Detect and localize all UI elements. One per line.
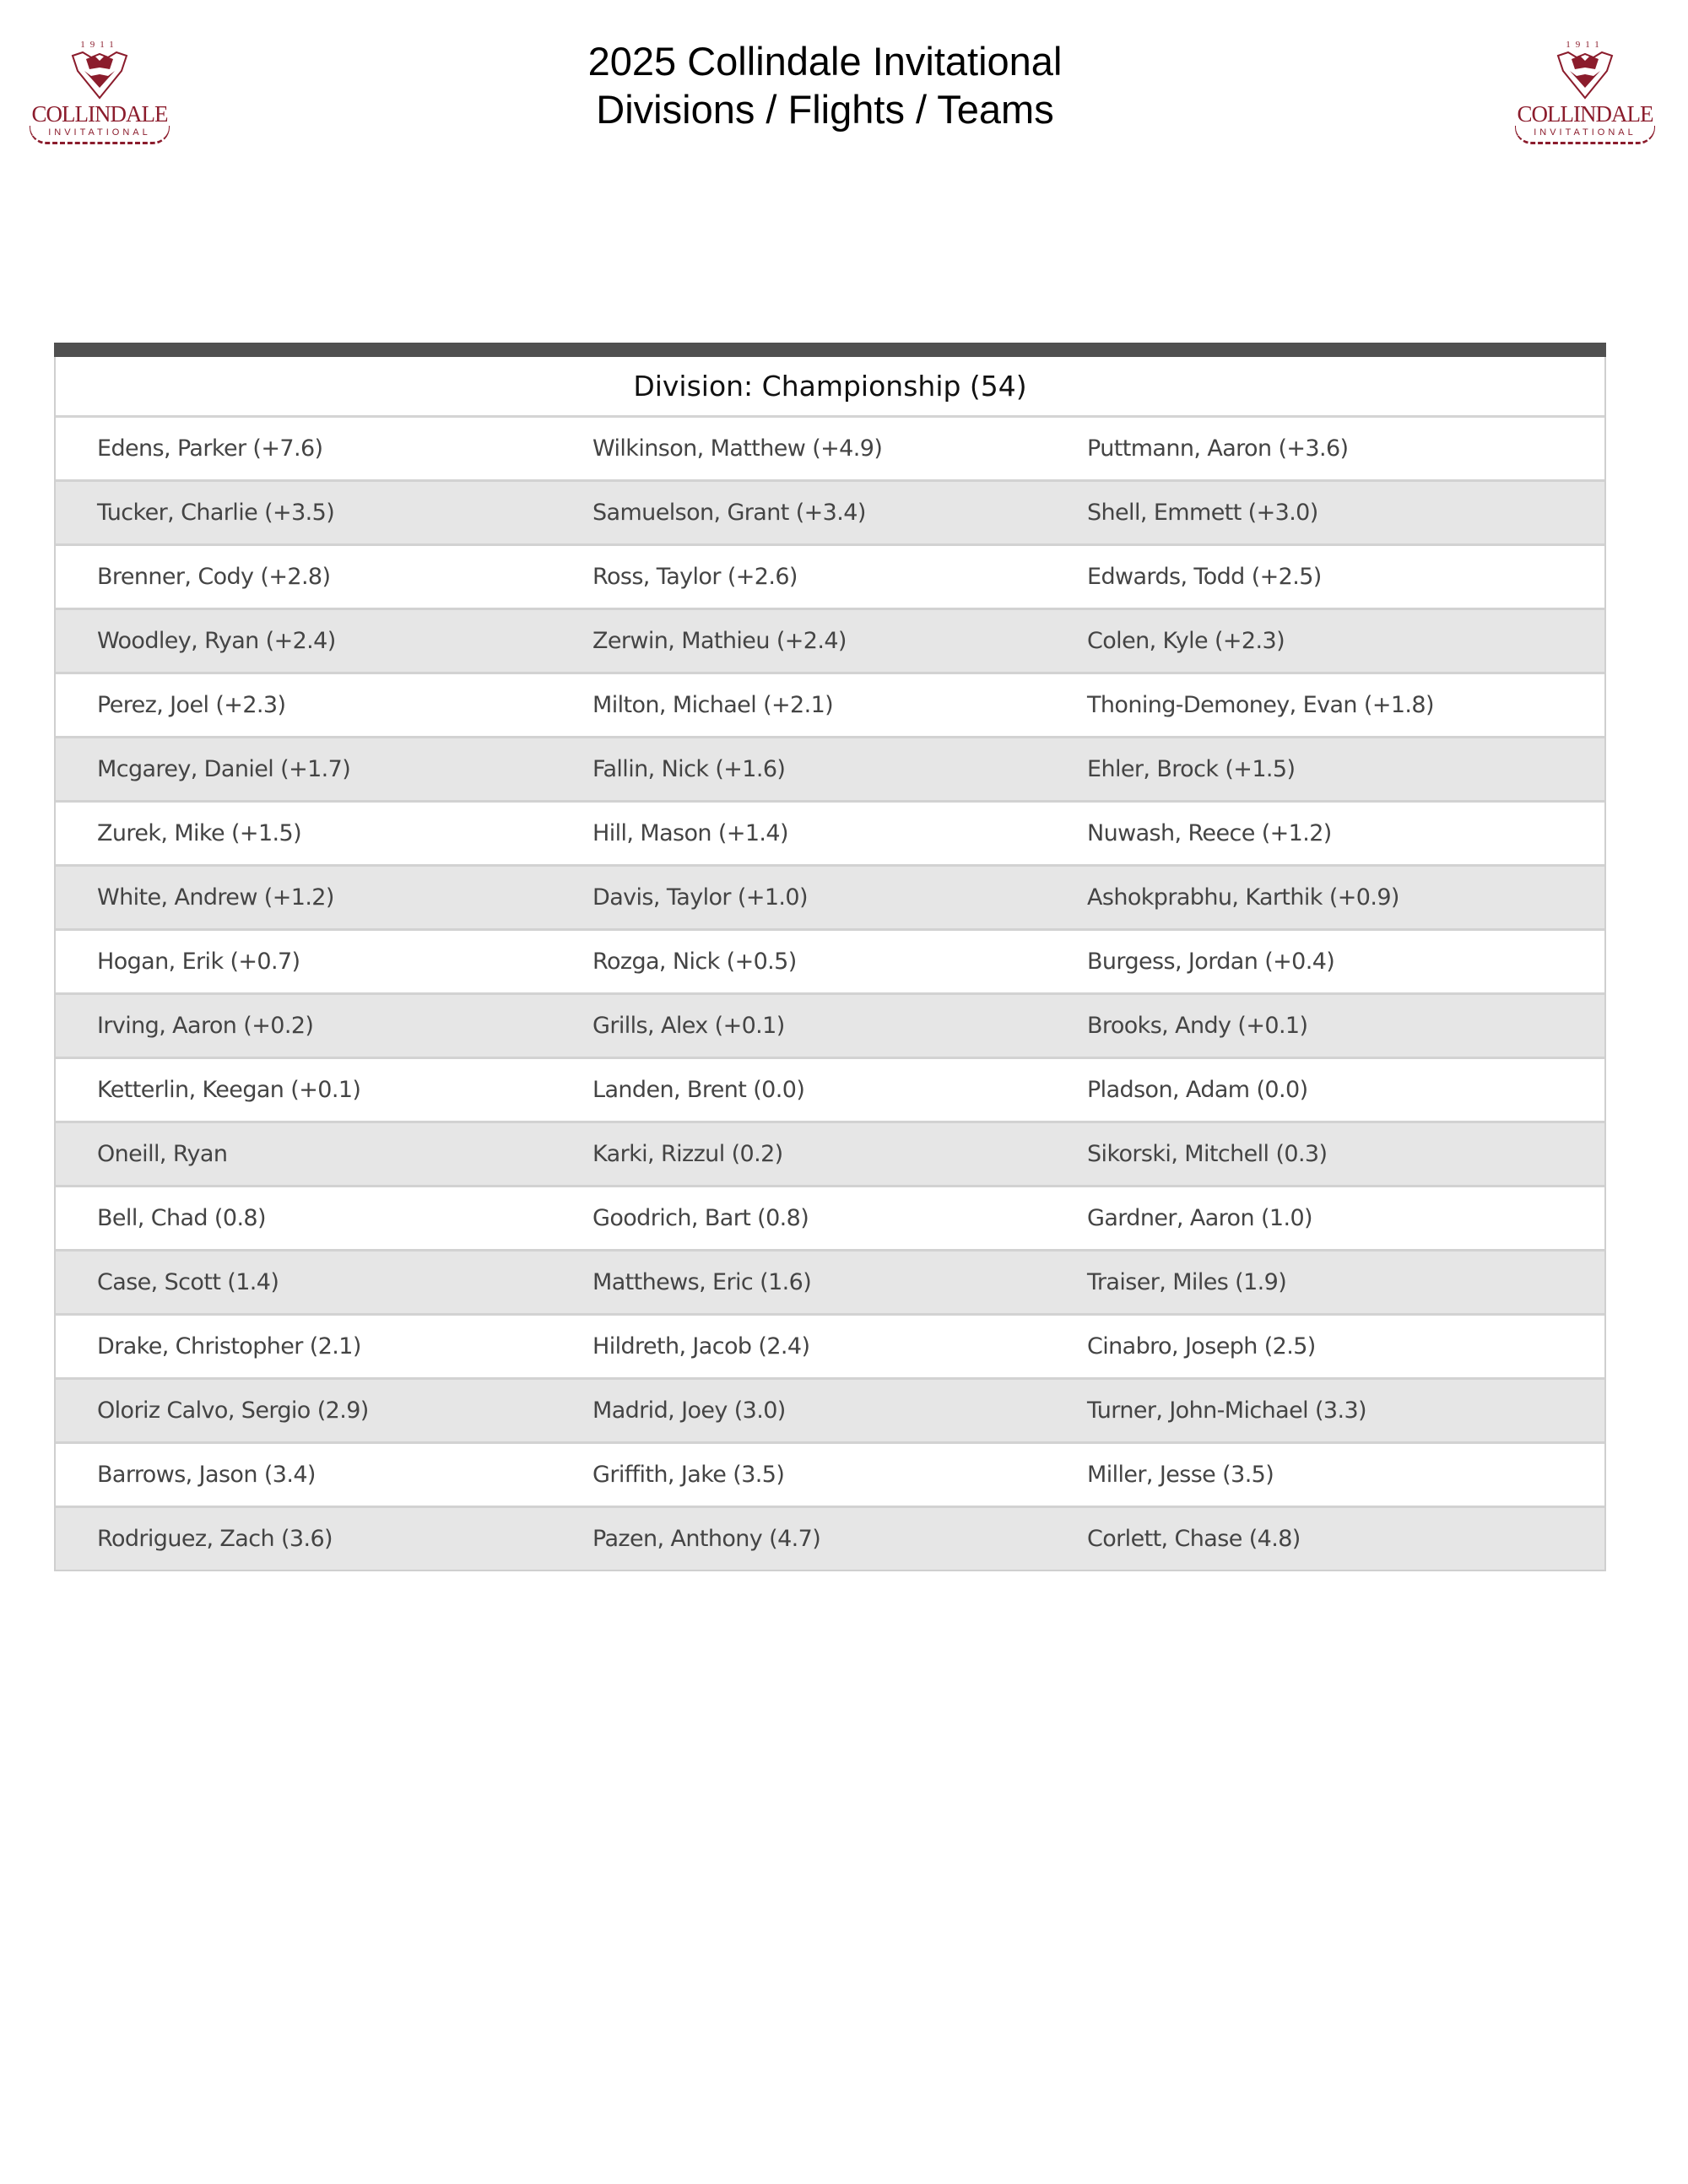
- table-row: [56, 1316, 1604, 1380]
- division-table: [54, 343, 1606, 1571]
- player-cell: Davis, Taylor (+1.0): [592, 884, 808, 911]
- player-cell: Zurek, Mike (+1.5): [97, 820, 302, 846]
- player-cell: Thoning-Demoney, Evan (+1.8): [1087, 692, 1434, 718]
- table-row: [56, 1059, 1604, 1123]
- player-cell: Karki, Rizzul (0.2): [592, 1141, 783, 1167]
- player-cell: Griffith, Jake (3.5): [592, 1462, 785, 1488]
- player-cell: White, Andrew (+1.2): [97, 884, 334, 911]
- table-row: [56, 546, 1604, 610]
- title-line-1: 2025 Collindale Invitational: [587, 39, 1063, 84]
- player-cell: Pladson, Adam (0.0): [1087, 1077, 1308, 1103]
- player-cell: Matthews, Eric (1.6): [592, 1269, 812, 1295]
- player-cell: Tucker, Charlie (+3.5): [97, 500, 335, 526]
- player-cell: Brooks, Andy (+0.1): [1087, 1013, 1308, 1039]
- title-line-2: Divisions / Flights / Teams: [596, 87, 1054, 132]
- player-cell: Hildreth, Jacob (2.4): [592, 1333, 810, 1360]
- player-cell: Traiser, Miles (1.9): [1087, 1269, 1287, 1295]
- collindale-logo-left: 1911 COLLINDALE INVITATIONAL: [28, 37, 171, 151]
- table-row: [56, 738, 1604, 803]
- player-cell: Edwards, Todd (+2.5): [1087, 564, 1322, 590]
- player-cell: Ross, Taylor (+2.6): [592, 564, 798, 590]
- player-cell: Drake, Christopher (2.1): [97, 1333, 361, 1360]
- player-cell: Goodrich, Bart (0.8): [592, 1205, 809, 1231]
- player-cell: Barrows, Jason (3.4): [97, 1462, 316, 1488]
- table-row: [56, 1123, 1604, 1187]
- table-top-bar: [54, 343, 1606, 357]
- player-cell: Mcgarey, Daniel (+1.7): [97, 756, 351, 782]
- player-cell: Brenner, Cody (+2.8): [97, 564, 331, 590]
- division-rows: [56, 418, 1604, 1570]
- player-cell: Shell, Emmett (+3.0): [1087, 500, 1318, 526]
- player-cell: Perez, Joel (+2.3): [97, 692, 286, 718]
- player-cell: Pazen, Anthony (4.7): [592, 1526, 821, 1552]
- player-cell: Ketterlin, Keegan (+0.1): [97, 1077, 361, 1103]
- table-row: [56, 674, 1604, 738]
- player-cell: Fallin, Nick (+1.6): [592, 756, 786, 782]
- player-cell: Hogan, Erik (+0.7): [97, 949, 300, 975]
- player-cell: Sikorski, Mitchell (0.3): [1087, 1141, 1328, 1167]
- player-cell: Corlett, Chase (4.8): [1087, 1526, 1301, 1552]
- player-cell: Puttmann, Aaron (+3.6): [1087, 435, 1349, 462]
- player-cell: Ashokprabhu, Karthik (+0.9): [1087, 884, 1399, 911]
- player-cell: Nuwash, Reece (+1.2): [1087, 820, 1332, 846]
- player-cell: Miller, Jesse (3.5): [1087, 1462, 1274, 1488]
- player-cell: Rodriguez, Zach (3.6): [97, 1526, 333, 1552]
- player-cell: Gardner, Aaron (1.0): [1087, 1205, 1312, 1231]
- player-cell: Grills, Alex (+0.1): [592, 1013, 785, 1039]
- player-cell: Cinabro, Joseph (2.5): [1087, 1333, 1316, 1360]
- player-cell: Case, Scott (1.4): [97, 1269, 279, 1295]
- table-row: [56, 1508, 1604, 1570]
- player-cell: Milton, Michael (+2.1): [592, 692, 834, 718]
- collindale-logo-right: 1911 COLLINDALE INVITATIONAL: [1513, 37, 1657, 151]
- division-title: Division: Championship (54): [56, 357, 1604, 418]
- player-cell: Woodley, Ryan (+2.4): [97, 628, 336, 654]
- player-cell: Bell, Chad (0.8): [97, 1205, 266, 1231]
- player-cell: Zerwin, Mathieu (+2.4): [592, 628, 847, 654]
- table-row: [56, 1380, 1604, 1444]
- player-cell: Burgess, Jordan (+0.4): [1087, 949, 1335, 975]
- table-row: [56, 931, 1604, 995]
- player-cell: Edens, Parker (+7.6): [97, 435, 323, 462]
- table-row: [56, 418, 1604, 482]
- player-cell: Oloriz Calvo, Sergio (2.9): [97, 1397, 369, 1424]
- svg-text:1911: 1911: [80, 40, 119, 50]
- table-row: [56, 610, 1604, 674]
- page-title: [0, 37, 1650, 133]
- table-row: [56, 803, 1604, 867]
- player-cell: Turner, John-Michael (3.3): [1087, 1397, 1366, 1424]
- player-cell: Ehler, Brock (+1.5): [1087, 756, 1296, 782]
- table-row: [56, 482, 1604, 546]
- table-row: [56, 867, 1604, 931]
- player-cell: Hill, Mason (+1.4): [592, 820, 788, 846]
- player-cell: Landen, Brent (0.0): [592, 1077, 805, 1103]
- player-cell: Irving, Aaron (+0.2): [97, 1013, 314, 1039]
- player-cell: Oneill, Ryan: [97, 1141, 228, 1167]
- svg-text:1911: 1911: [1566, 40, 1604, 50]
- player-cell: Rozga, Nick (+0.5): [592, 949, 797, 975]
- table-row: [56, 1444, 1604, 1508]
- player-cell: Wilkinson, Matthew (+4.9): [592, 435, 883, 462]
- table-row: [56, 1251, 1604, 1316]
- crest-icon: [1551, 37, 1619, 100]
- player-cell: Samuelson, Grant (+3.4): [592, 500, 866, 526]
- table-row: [56, 995, 1604, 1059]
- table-row: [56, 1187, 1604, 1251]
- player-cell: Madrid, Joey (3.0): [592, 1397, 786, 1424]
- player-cell: Colen, Kyle (+2.3): [1087, 628, 1285, 654]
